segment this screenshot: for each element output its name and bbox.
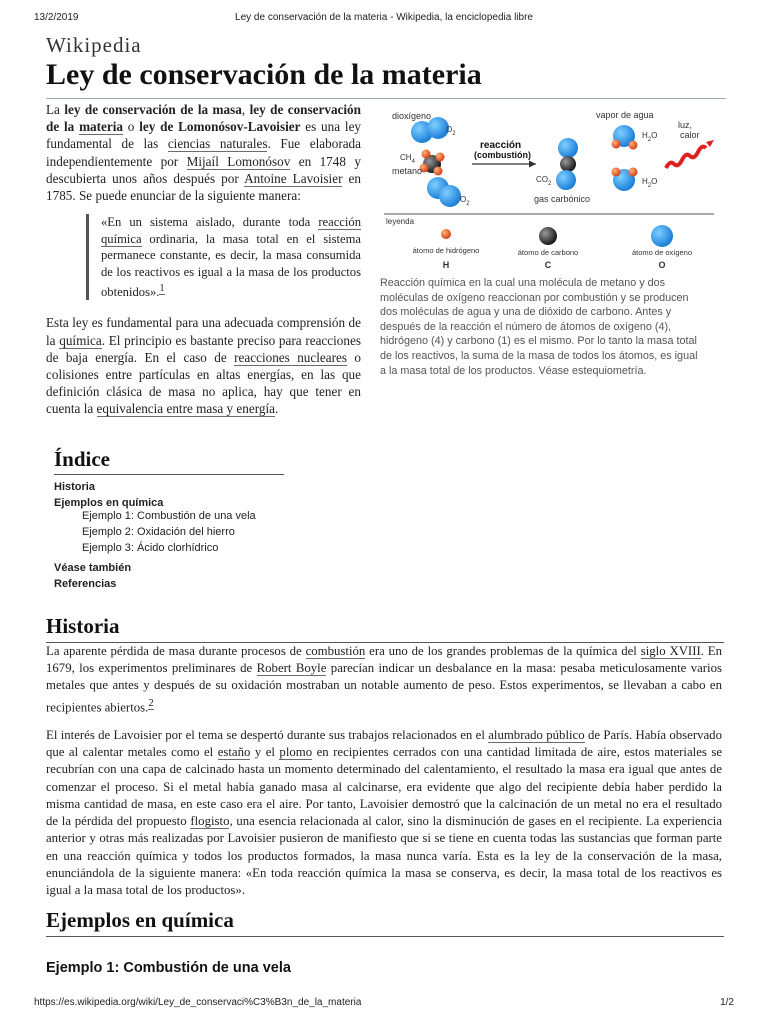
figure-caption: Reacción química en la cual una molécula de metano y dos moléculas de oxígeno reaccionan por combustión y se producen dos moléculas de agua y una de dióxido de carbono. Antes y después de la reacción el número de átomos de oxígeno (4), hidrógeno (4) y carbono (1) es el mismo. Por lo tanto la masa total de los reactivos, la suma de la masa de todos los átomos, es igual a la masa total de los productos. Véase estequiometría. xyxy=(380,277,698,377)
legend-carbon-label: átomo de carbono xyxy=(517,248,579,257)
legend-oxygen-label: átomo de oxígeno xyxy=(631,248,693,257)
link-estano[interactable]: estaño xyxy=(217,745,251,760)
print-date: 13/2/2019 xyxy=(34,12,79,23)
label-vapor: vapor de agua xyxy=(596,110,654,120)
toc-item-ejemplo-1[interactable]: Ejemplo 1: Combustión de una vela xyxy=(82,510,256,522)
oxygen-atom xyxy=(439,185,461,207)
legend-hydrogen-atom xyxy=(441,229,451,239)
legend-oxygen-symbol: O xyxy=(658,260,666,270)
label-h2o: $H_2O$ xyxy=(642,131,658,143)
historia-paragraph-2: El interés de Lavoisier por el tema se despertó durante sus trabajos relacionados en el alumbrado público de París. Había observado que al calentar metales como el estaño y el plomo en recipientes cerrados con una cantidad limitada de aire, estos materiales se recubrían con una capa de calcinado hasta un momento determinado del calentamiento, el resultado la masa era igual que antes de comenzar el proceso. Si el metal había ganado masa al calcinarse, era evidente que algo del recipiente debía haber perdido la misma cantidad de masa, en este caso era el aire. Por tanto, Lavoisier demostró que la calcinación de un metal no era el resultado de la pérdida del propuesto flogisto, una esencia relacionada al calor, sino la disminución de gases en el recipiente. La experiencia anterior y otras más realizadas por Lavoisier pusieron de manifiesto que si se tiene en cuenta todas las sustancias que forman parte en una reacción química y todos los productos formados, la masa nunca varía. Esta es la ley de la conservación de la masa, enunciándola de la siguiente manera: «En toda reacción química la masa se conserva, es decir, la masa total de los reactivos es igual a la masa total de los productos». xyxy=(46,728,722,897)
intro-paragraph: La ley de conservación de la masa, ley de conservación de la materia o ley de Lomonósov-Lavoisier es una ley fundamental de las ciencias naturales. Fue elaborada independientemente por Mijaíl Lomonósov en 1748 y descubierta unos años después por Antoine Lavoisier en 1785. Se puede enunciar de la siguiente manera: xyxy=(46,102,362,204)
historia-body xyxy=(46,643,722,910)
link-flogisto[interactable]: flogisto xyxy=(190,814,230,829)
subsection-heading-ejemplo-1: Ejemplo 1: Combustión de una vela xyxy=(46,960,291,976)
toc-item-historia[interactable]: Historia xyxy=(54,481,95,493)
page-title: Ley de conservación de la materia xyxy=(46,58,726,99)
link-quimica[interactable]: química xyxy=(59,332,102,348)
table-of-contents xyxy=(54,447,284,594)
link-materia[interactable]: materia xyxy=(79,119,123,135)
hydrogen-atom xyxy=(612,168,621,177)
hydrogen-atom xyxy=(612,140,621,149)
link-combustion[interactable]: combustión xyxy=(305,644,366,658)
link-reacciones-nucleares[interactable]: reacciones nucleares xyxy=(234,349,347,365)
toc-item-ejemplos[interactable]: Ejemplos en química xyxy=(54,497,164,509)
legend-oxygen-atom xyxy=(651,225,673,247)
wikipedia-logo[interactable]: Wikipedia xyxy=(46,33,142,57)
toc-item-ejemplo-3[interactable]: Ejemplo 3: Ácido clorhídrico xyxy=(82,542,219,554)
label-co2: $CO_2$ xyxy=(536,175,552,187)
combustion-diagram[interactable] xyxy=(380,102,716,272)
hydrogen-atom xyxy=(629,168,638,177)
label-reaccion: reacción xyxy=(480,140,522,151)
label-calor: calor xyxy=(680,130,700,140)
label-dioxigeno: dioxígeno xyxy=(392,111,432,121)
ref-2[interactable]: 2 xyxy=(148,697,154,709)
label-leyenda: leyenda xyxy=(386,217,415,226)
link-siglo-xviii[interactable]: siglo XVIII xyxy=(640,644,701,658)
link-ciencias-naturales[interactable]: ciencias naturales xyxy=(167,136,268,152)
carbon-atom xyxy=(560,156,576,172)
section-heading-historia: Historia xyxy=(46,614,724,643)
link-equivalencia-masa-energia[interactable]: equivalencia entre masa y energía xyxy=(96,401,275,417)
label-metano: metano xyxy=(392,166,423,176)
link-lomonosov[interactable]: Mijaíl Lomonósov xyxy=(186,153,291,169)
hydrogen-atom xyxy=(436,153,445,162)
link-reaccion-quimica[interactable]: reacción química xyxy=(101,215,361,246)
toc-item-referencias[interactable]: Referencias xyxy=(54,578,117,590)
link-robert-boyle[interactable]: Robert Boyle xyxy=(256,661,327,676)
link-lavoisier[interactable]: Antoine Lavoisier xyxy=(244,170,343,186)
toc-title: Índice xyxy=(54,447,284,475)
legend-carbon-atom xyxy=(539,227,557,245)
intro-paragraph-2: Esta ley es fundamental para una adecuada comprensión de la química. El principio es bastante preciso para reacciones de baja energía. En el caso de reacciones nucleares o colisiones entre partículas en altas energías, en las que definición clásica de masa no aplica, hay que tener en cuenta la equivalencia entre masa y energía. xyxy=(46,315,361,417)
print-url: https://es.wikipedia.org/wiki/Ley_de_conservaci%C3%B3n_de_la_materia xyxy=(34,997,362,1008)
historia-paragraph-1: La aparente pérdida de masa durante procesos de combustión era uno de los grandes problemas de la química del siglo XVIII. En 1679, los experimentos preliminares de Robert Boyle parecían indicar un desbalance en la masa: pesaba meticulosamente varios metales que antes y después de su oxidación mostraban un notable aumento de peso. Estos experimentos, se llevaban a cabo en recipientes abiertos.$^2$ xyxy=(46,644,722,714)
hydrogen-atom xyxy=(434,167,443,176)
oxygen-atom xyxy=(556,170,576,190)
legend-hydrogen-label: átomo de hidrógeno xyxy=(412,246,480,255)
label-o2-b: $O_2$ xyxy=(460,195,470,207)
label-ch4: $CH_4$ xyxy=(400,153,415,165)
link-plomo[interactable]: plomo xyxy=(279,745,313,760)
light-arrow-head xyxy=(706,140,714,147)
label-luz: luz, xyxy=(678,120,693,130)
toc-item-vease-tambien[interactable]: Véase también xyxy=(54,562,132,574)
label-gas-carbonico: gas carbónico xyxy=(534,194,591,204)
label-h2o-b: $H_2O$ xyxy=(642,177,658,189)
label-combustion: (combustión) xyxy=(474,150,531,160)
law-quote: «En un sistema aislado, durante toda reacción química ordinaria, la masa total en el sistema permanece constante, es decir, la masa consumida de los reactivos es igual a la masa de los productos obtenidos».$^1$ xyxy=(86,214,361,300)
legend-carbon-symbol: C xyxy=(544,260,552,270)
hydrogen-atom xyxy=(422,150,431,159)
link-alumbrado-publico[interactable]: alumbrado público xyxy=(488,728,585,743)
hydrogen-atom xyxy=(629,141,638,150)
label-o2: $O_2$ xyxy=(446,125,456,137)
section-heading-ejemplos: Ejemplos en química xyxy=(46,908,724,937)
oxygen-atom xyxy=(558,138,578,158)
intro-section xyxy=(46,101,361,424)
legend-hydrogen-symbol: H xyxy=(442,260,450,270)
light-heat-wave xyxy=(666,147,706,168)
ref-1[interactable]: 1 xyxy=(159,282,165,294)
reaction-figure xyxy=(380,102,720,378)
toc-item-ejemplo-2[interactable]: Ejemplo 2: Oxidación del hierro xyxy=(82,526,235,538)
print-title: Ley de conservación de la materia - Wikipedia, la enciclopedia libre xyxy=(235,12,533,23)
print-page-number: 1/2 xyxy=(720,997,734,1008)
